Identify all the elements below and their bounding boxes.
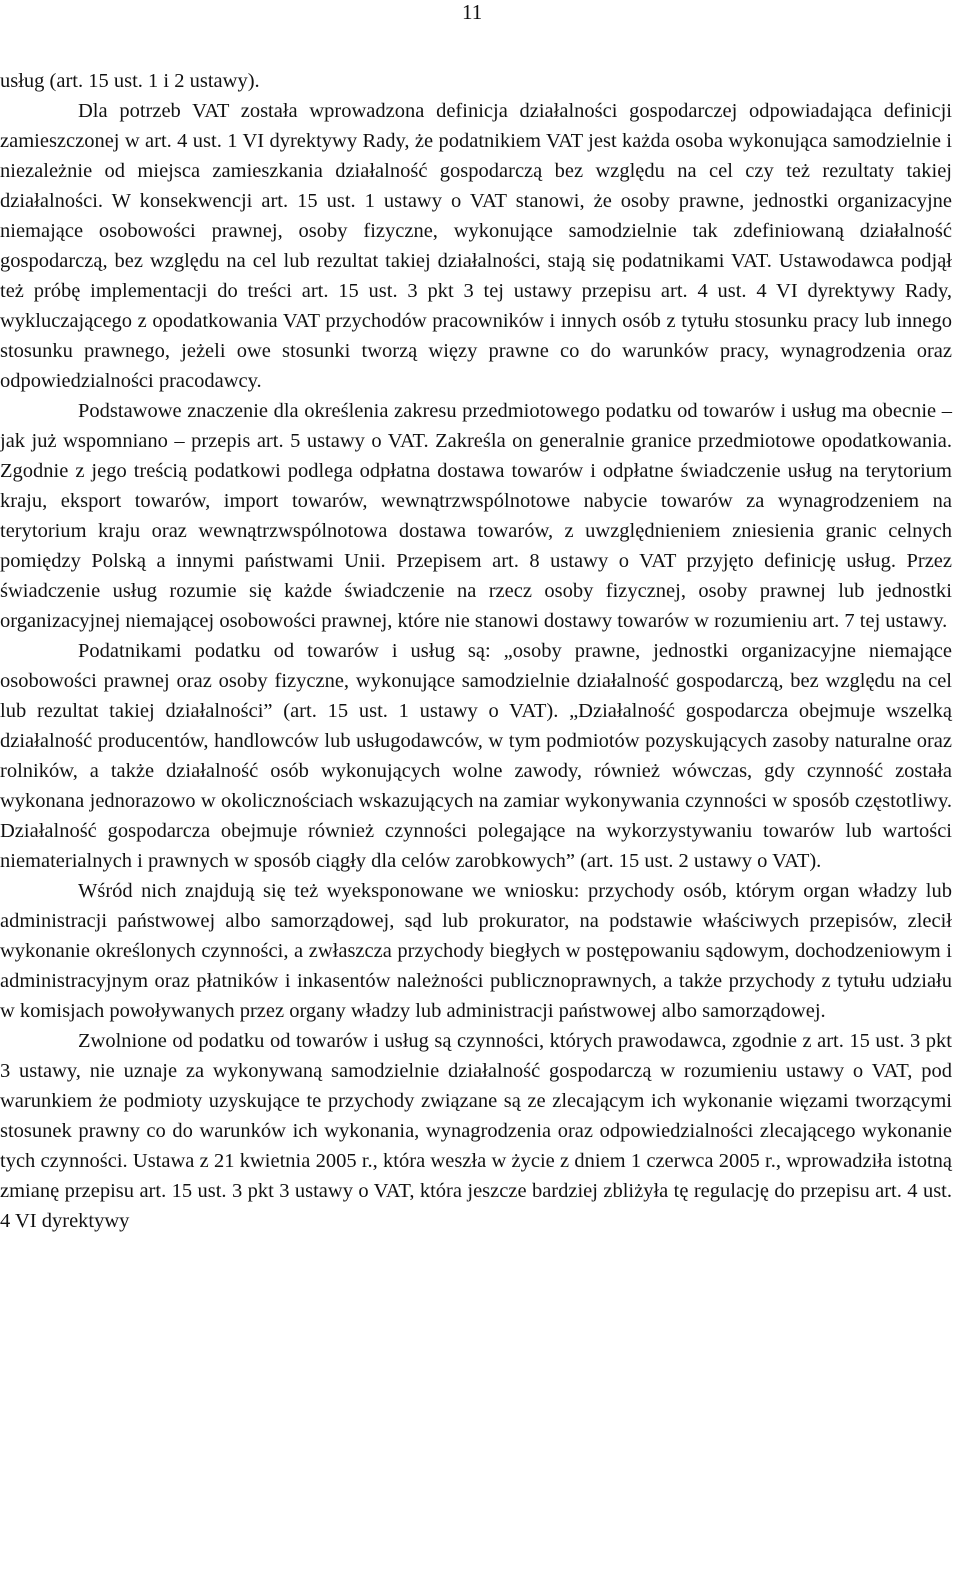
paragraph-taxpayers: Podatnikami podatku od towarów i usług są: „osoby prawne, jednostki organizacyjne niemające osobowości prawnej oraz osoby fizyczne, wykonujące samodzielnie działalność gospodarczą, bez względu na cel lub rezultat takiej działalności” (art. 15 ust. 1 ustawy o VAT). „Działalność gospodarcza obejmuje wszelką działalność producentów, handlowców lub usługodawców, w tym podmiotów pozyskujących zasoby naturalne oraz rolników, a także działalność osób wykonujących wolne zawody, również wówczas, gdy czynność została wykonana jednorazowo w okolicznościach wskazujących na zamiar wykonywania czynności w sposób częstotliwy. Działalność gospodarcza obejmuje również czynności polegające na wykorzystywaniu towarów lub wartości niematerialnych i prawnych w sposób ciągły dla celów zarobkowych” (art. 15 ust. 2 ustawy o VAT). (0, 640, 952, 872)
paragraph-subject-scope: Podstawowe znaczenie dla określenia zakresu przedmiotowego podatku od towarów i usług ma obecnie – jak już wspomniano – przepis art. 5 ustawy o VAT. Zakreśla on generalnie granice przedmiotowe opodatkowania. Zgodnie z jego treścią podatkowi podlega odpłatna dostawa towarów i odpłatne świadczenie usług na terytorium kraju, eksport towarów, import towarów, wewnątrzwspólnotowe nabycie towarów za wynagrodzeniem na terytorium kraju oraz wewnątrzwspólnotowa dostawa towarów, z uwzględnieniem zniesienia granic celnych pomiędzy Polską a innymi państwami Unii. Przepisem art. 8 ustawy o VAT przyjęto definicję usług. Przez świadczenie usług rozumie się każde świadczenie na rzecz osoby fizycznej, osoby prawnej lub jednostki organizacyjnej niemającej osobowości prawnej, które nie stanowi dostawy towarów w rozumieniu art. 7 tej ustawy. (0, 400, 952, 632)
paragraph-exemptions: Zwolnione od podatku od towarów i usług są czynności, których prawodawca, zgodnie z art. 15 ust. 3 pkt 3 ustawy, nie uznaje za wykonywaną samodzielnie działalność gospodarczą w rozumieniu ustawy o VAT, pod warunkiem że podmioty uzyskujące te przychody związane są ze zlecającym ich wykonanie więzami tworzącymi stosunek prawny co do warunków ich wykonania, wynagrodzenia oraz odpowiedzialności zlecającego wykonanie tych czynności. Ustawa z 21 kwietnia 2005 r., która weszła w życie z dniem 1 czerwca 2005 r., wprowadziła istotną zmianę przepisu art. 15 ust. 3 pkt 3 ustawy o VAT, która jeszcze bardziej zbliżyła tę regulację do przepisu art. 4 ust. 4 VI dyrektywy (0, 1030, 952, 1232)
paragraph-income-types: Wśród nich znajdują się też wyeksponowane we wniosku: przychody osób, którym organ władzy lub administracji państwowej albo samorządowej, sąd lub prokurator, na podstawie właściwych przepisów, zlecił wykonanie określonych czynności, a zwłaszcza przychody biegłych w postępowaniu sądowym, dochodzeniowym i administracyjnym oraz płatników i inkasentów należności publicznoprawnych, a także przychody z tytułu udziału w komisjach powoływanych przez organy władzy lub administracji państwowej albo samorządowej. (0, 880, 952, 1022)
paragraph-vat-definition: Dla potrzeb VAT została wprowadzona definicja działalności gospodarczej odpowiadająca definicji zamieszczonej w art. 4 ust. 1 VI dyrektywy Rady, że podatnikiem VAT jest każda osoba wykonująca samodzielnie i niezależnie od miejsca zamieszkania działalność gospodarczą bez względu na cel czy też rezultaty takiej działalności. W konsekwencji art. 15 ust. 1 ustawy o VAT stanowi, że osoby prawne, jednostki organizacyjne niemające osobowości prawnej, osoby fizyczne, wykonujące samodzielnie tak zdefiniowaną działalność gospodarczą, bez względu na cel lub rezultat takiej działalności, stają się podatnikami VAT. Ustawodawca podjął też próbę implementacji do treści art. 15 ust. 3 pkt 3 tej ustawy przepisu art. 4 ust. 4 VI dyrektywy Rady, wykluczającego z opodatkowania VAT przychodów pracowników i innych osób z tytułu stosunku pracy lub innego stosunku prawnego, jeżeli owe stosunki tworzą więzy prawne co do warunków pracy, wynagrodzenia oraz odpowiedzialności pracodawcy. (0, 100, 952, 392)
page-number: 11 (462, 0, 483, 24)
paragraph-continuation: usług (art. 15 ust. 1 i 2 ustawy). (0, 70, 260, 92)
document-body (0, 66, 952, 1236)
